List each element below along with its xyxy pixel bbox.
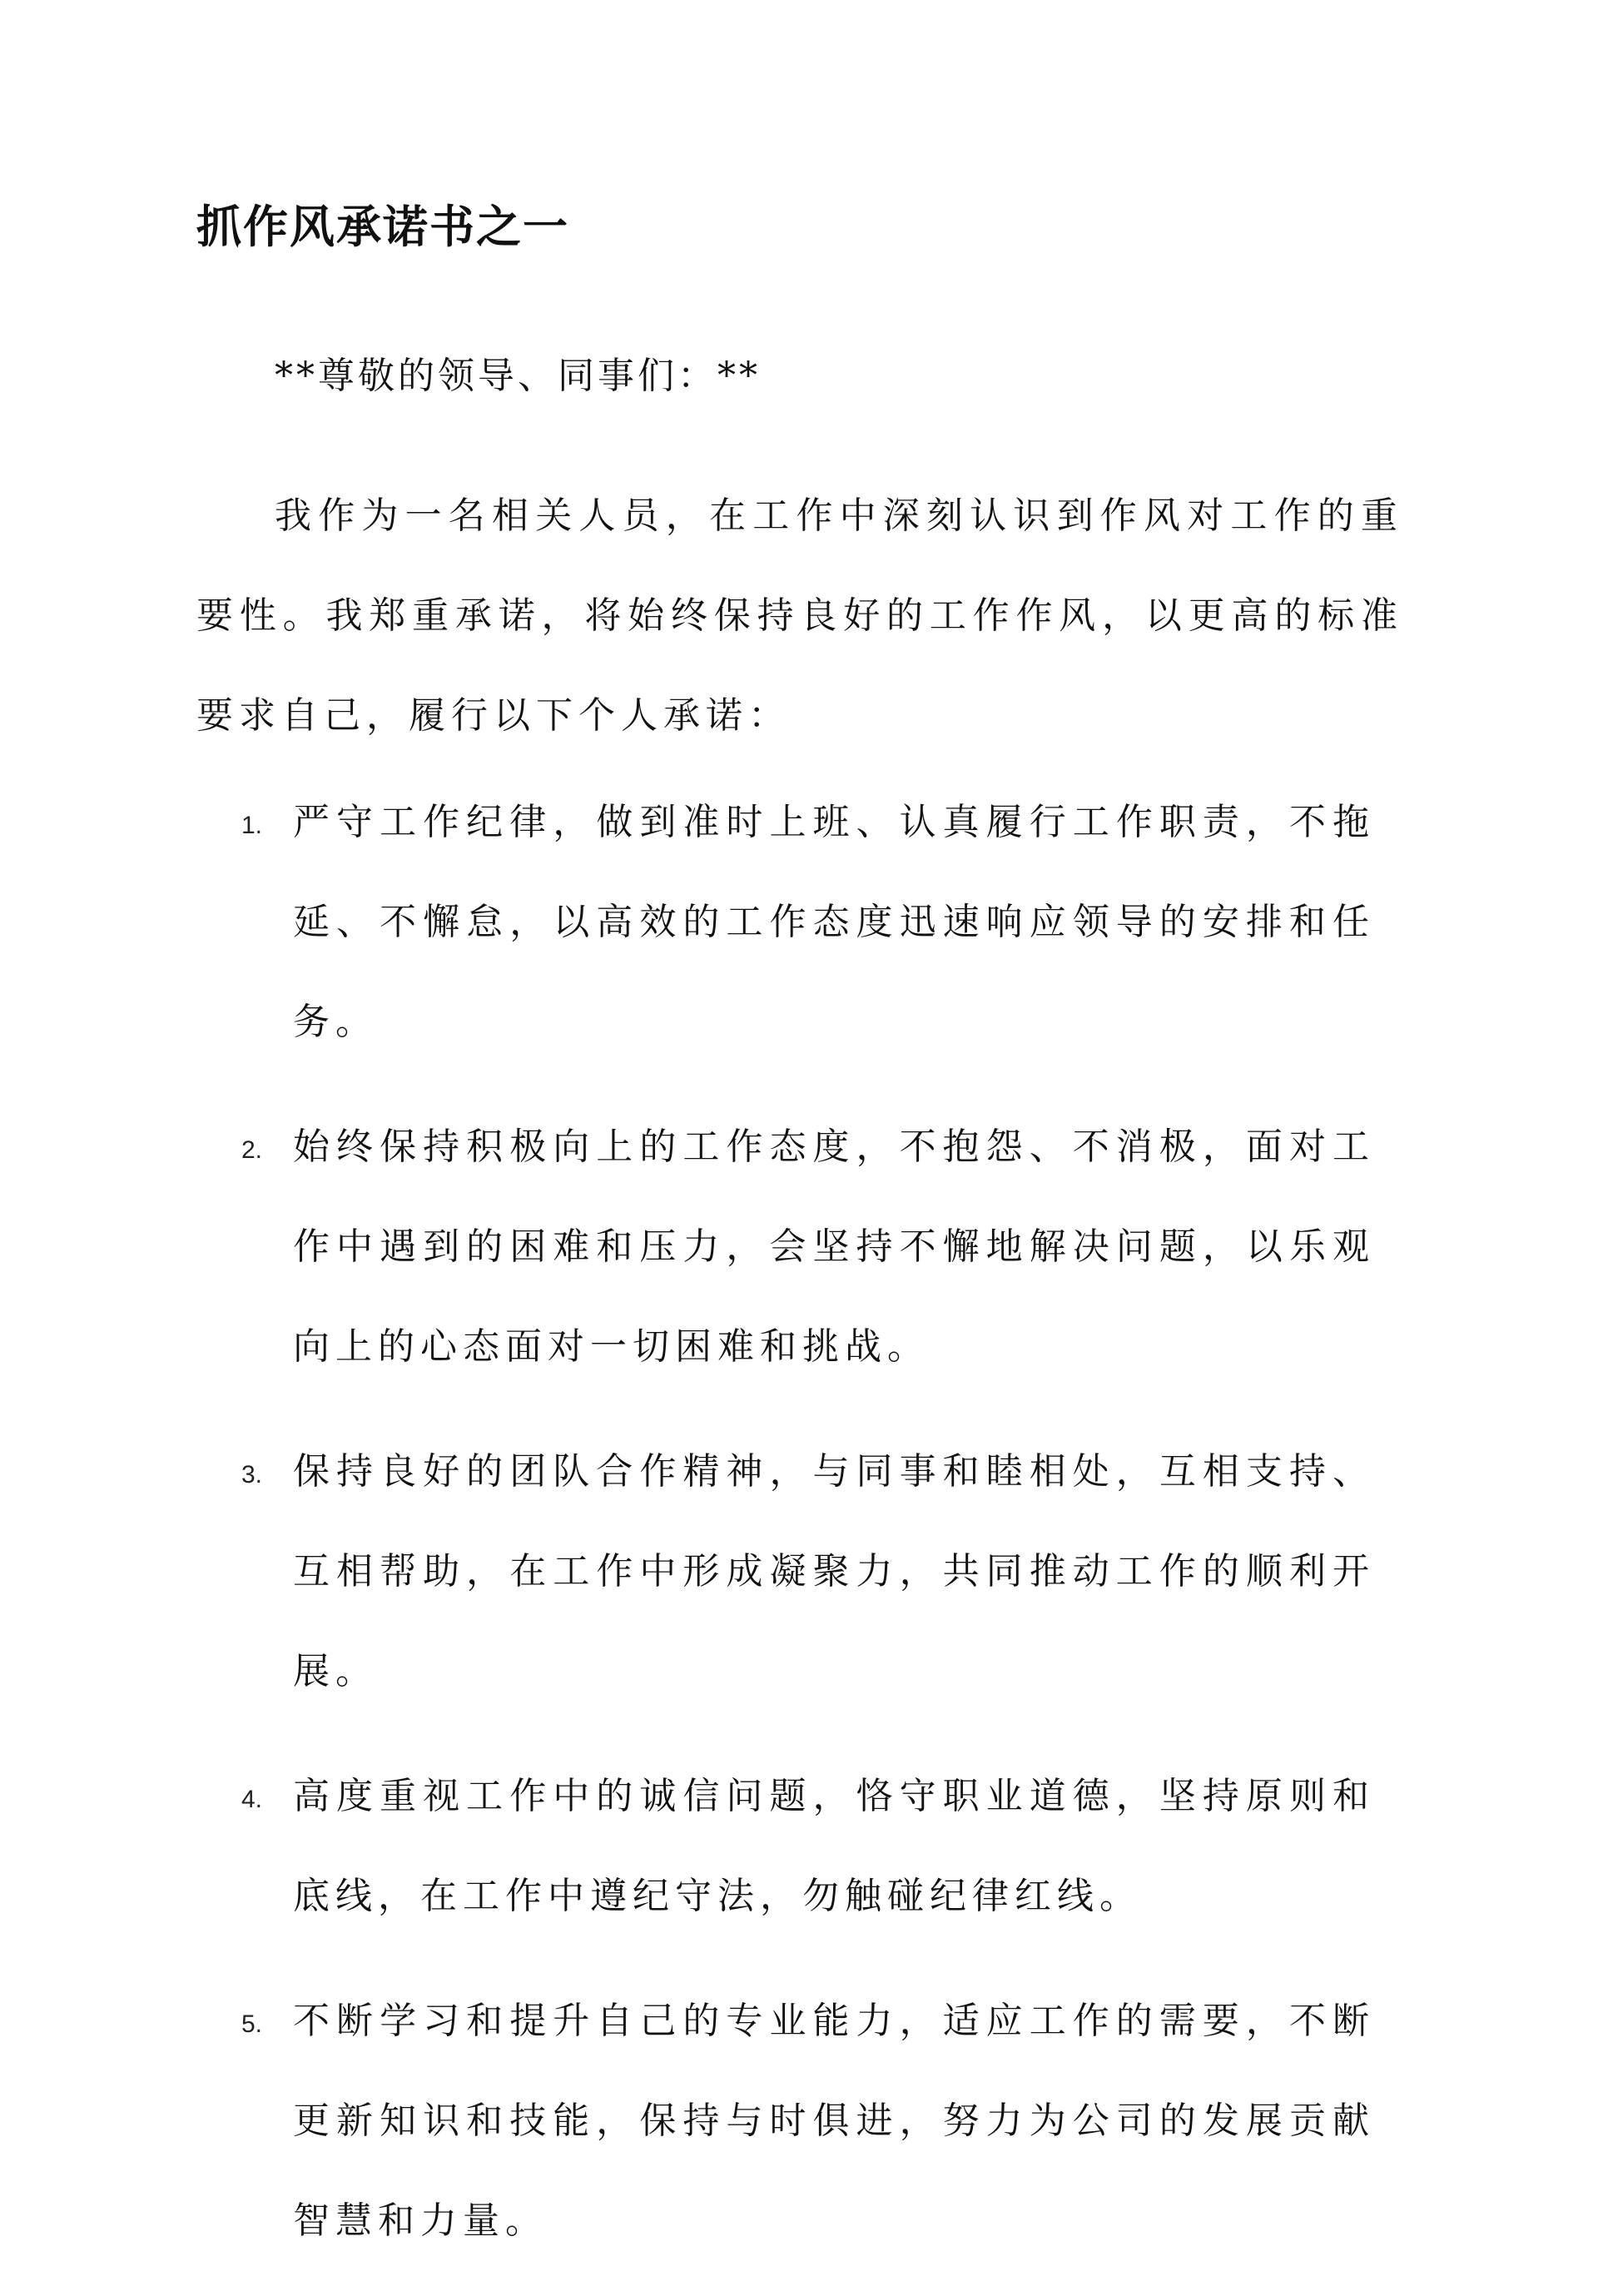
list-item-text: 始终保持积极向上的工作态度，不抱怨、不消极，面对工作中遇到的困难和压力，会坚持不懈地解决问题，以乐观向上的心态面对一切困难和挑战。 [293,1126,1375,1368]
list-item [241,1971,1407,2271]
commitment-list [241,773,1407,2296]
list-item-number: 5. [241,2010,263,2038]
intro-paragraph: 我作为一名相关人员，在工作中深刻认识到作风对工作的重要性。我郑重承诺，将始终保持良好的工作作风，以更高的标准要求自己，履行以下个人承诺： [196,494,1403,737]
list-item-text: 严守工作纪律，做到准时上班、认真履行工作职责，不拖延、不懈怠，以高效的工作态度迅速响应领导的安排和任务。 [293,801,1375,1043]
document-title: 抓作风承诺书之一 [196,200,569,253]
list-item [241,1422,1407,1722]
salutation: **尊敬的领导、同事们：** [275,355,761,397]
list-item-text: 保持良好的团队合作精神，与同事和睦相处，互相支持、互相帮助，在工作中形成凝聚力，共同推动工作的顺利开展。 [293,1450,1375,1692]
list-item-number: 3. [241,1461,263,1488]
list-item [241,1097,1407,1397]
list-item-number: 1. [241,812,263,839]
list-item-text: 高度重视工作中的诚信问题，恪守职业道德，坚持原则和底线，在工作中遵纪守法，勿触碰纪律红线。 [293,1775,1375,1917]
list-item-text: 不断学习和提升自己的专业能力，适应工作的需要，不断更新知识和技能，保持与时俱进，努力为公司的发展贡献智慧和力量。 [293,2000,1375,2242]
list-item [241,773,1407,1072]
list-item-number: 2. [241,1136,263,1164]
list-item-number: 4. [241,1786,263,1813]
list-item [241,1747,1407,1946]
